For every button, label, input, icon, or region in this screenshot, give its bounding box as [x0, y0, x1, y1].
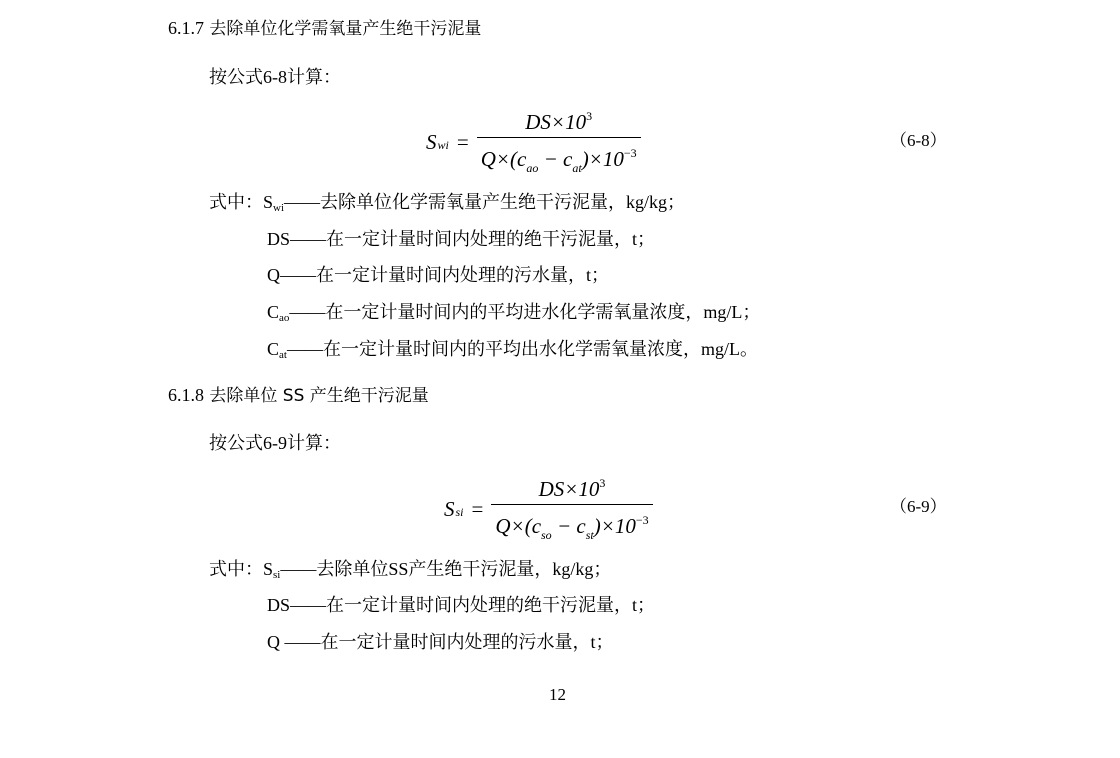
definition-row — [267, 225, 655, 251]
definition-text: ——在一定计量时间内处理的污水量，t； — [284, 632, 614, 652]
section-heading-6-1-7 — [168, 14, 481, 39]
formula-lhs — [426, 130, 449, 155]
definition-symbol: DS — [267, 595, 291, 615]
formula-6-9 — [444, 471, 653, 547]
formula-lhs-subscript: si — [455, 504, 464, 519]
definition-symbol: Ssi — [263, 559, 281, 581]
fraction — [477, 104, 641, 180]
definition-symbol: Cat — [267, 339, 287, 361]
section-title: 去除单位 SS 产生绝干污泥量 — [209, 386, 429, 406]
definition-symbol: Cao — [267, 302, 290, 324]
formula-lhs — [444, 497, 464, 522]
definition-row — [267, 261, 609, 287]
definition-row: 式中：Ssi——去除单位SS产生绝干污泥量，kg/kg； — [209, 559, 612, 581]
section-title: 去除单位化学需氧量产生绝干污泥量 — [209, 19, 482, 39]
definition-row — [267, 335, 758, 361]
definition-symbol: Q — [267, 632, 285, 652]
definition-text: ——去除单位SS产生绝干污泥量，kg/kg； — [280, 559, 612, 579]
fraction — [491, 471, 652, 547]
definition-text: ——在一定计量时间内处理的绝干污泥量，t； — [290, 595, 656, 615]
definition-row — [267, 298, 760, 324]
definition-text: ——在一定计量时间内的平均出水化学需氧量浓度，mg/L。 — [286, 339, 758, 359]
section-number: 6.1.8 — [168, 385, 204, 405]
fraction-denominator: $Q\times(c_{so} - c_{st})\times 10^{-3}$ — [495, 513, 649, 542]
fraction-numerator: $DS\times 10^3$ — [538, 476, 606, 501]
fraction-numerator: $DS\times 10^3$ — [525, 109, 593, 134]
formula-intro: 按公式6-9计算： — [209, 433, 341, 453]
definition-text: ——在一定计量时间内处理的污水量，t； — [280, 265, 609, 285]
definition-symbol: DS — [267, 229, 291, 249]
section-number: 6.1.7 — [168, 18, 204, 38]
page-number: 12 — [549, 685, 566, 704]
definition-symbol: Q — [267, 265, 280, 285]
equals-sign: = — [456, 129, 469, 154]
definition-text: ——在一定计量时间内的平均进水化学需氧量浓度，mg/L； — [289, 302, 761, 322]
formula-lhs-subscript: wi — [437, 137, 449, 152]
equation-number: （6-9） — [890, 497, 947, 516]
definition-row: 式中：Swi——去除单位化学需氧量产生绝干污泥量，kg/kg； — [209, 192, 686, 214]
definition-text: ——在一定计量时间内处理的绝干污泥量，t； — [290, 229, 656, 249]
equation-number: （6-8） — [890, 131, 947, 150]
fraction-denominator: $Q\times(c_{ao} - c_{at})\times 10^{-3}$ — [480, 146, 637, 175]
definition-symbol: Swi — [263, 192, 285, 214]
equals-sign: = — [471, 496, 484, 521]
formula-6-8 — [426, 104, 641, 180]
formula-lhs-symbol: S — [426, 129, 437, 154]
definition-row — [267, 628, 614, 654]
section-heading-6-1-8 — [168, 381, 429, 406]
definition-row — [267, 591, 655, 617]
formula-lhs-symbol: S — [444, 496, 455, 521]
formula-intro: 按公式6-8计算： — [209, 67, 341, 87]
definition-text: ——去除单位化学需氧量产生绝干污泥量，kg/kg； — [284, 192, 686, 212]
